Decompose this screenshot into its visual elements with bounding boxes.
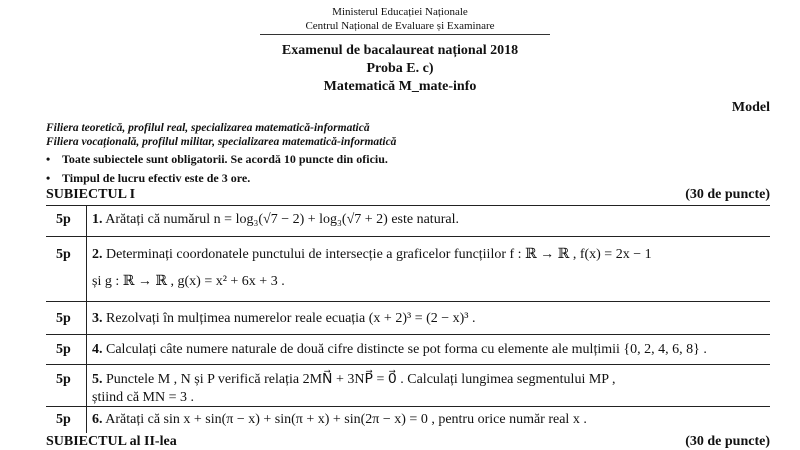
model-label: Model — [731, 100, 770, 115]
section-label: SUBIECTUL al II-lea — [46, 434, 177, 449]
problem-row-2 — [46, 245, 770, 295]
problem-text: Arătați că sin x + sin(π − x) + sin(π + x) + sin(2π − x) = 0 , pentru orice număr real x . — [105, 412, 587, 427]
bullet-icon: • — [46, 171, 51, 185]
problem-points: 5p — [56, 247, 71, 262]
problem-points: 5p — [56, 412, 71, 427]
filiera-line-1: Filiera teoretică, profilul real, specializarea matematică-informatică — [46, 122, 370, 134]
problem-number: 5. — [92, 372, 103, 387]
row-divider — [46, 406, 770, 407]
problem-text: Arătați că numărul n = log₃(√7 − 2) + log₃(√7 + 2) este natural. — [105, 212, 459, 227]
problem-points: 5p — [56, 212, 71, 227]
section-heading-subiect-1 — [46, 186, 770, 203]
section-label: SUBIECTUL I — [46, 187, 136, 202]
exam-proba: Proba E. c) — [366, 61, 434, 76]
header-divider — [260, 34, 550, 35]
row-divider — [46, 334, 770, 335]
row-divider — [46, 364, 770, 365]
table-top-border — [46, 205, 770, 206]
rule-text-2: Timpul de lucru efectiv este de 3 ore. — [62, 171, 251, 185]
rule-text-1: Toate subiectele sunt obligatorii. Se acordă 10 puncte din oficiu. — [62, 152, 388, 166]
rule-bullet-1 — [46, 152, 388, 167]
exam-title: Examenul de bacalaureat național 2018 — [281, 43, 519, 58]
row-divider — [46, 236, 770, 237]
filiera-line-2: Filiera vocațională, profilul militar, specializarea matematică-informatică — [46, 136, 397, 148]
ministry-name: Ministerul Educației Naționale — [332, 6, 468, 18]
row-divider — [46, 301, 770, 302]
section-heading-subiect-2 — [46, 433, 770, 450]
problem-number: 3. — [92, 311, 103, 326]
section-points: (30 de puncte) — [685, 187, 770, 202]
problem-points: 5p — [56, 342, 71, 357]
problem-number: 6. — [92, 412, 103, 427]
problem-text-continued: și g : ℝ → ℝ , g(x) = x² + 6x + 3 . — [92, 274, 285, 289]
bullet-icon: • — [46, 152, 51, 166]
problem-text: Determinați coordonatele punctului de intersecție a graficelor funcțiilor f : ℝ → ℝ , f(x) = 2x − 1 — [106, 247, 652, 262]
rule-bullet-2 — [46, 171, 250, 186]
problem-points: 5p — [56, 311, 71, 326]
problem-number: 1. — [92, 212, 103, 227]
problem-text: Punctele M , N și P verifică relația 2MN⃗ + 3NP⃗ = 0⃗ . Calculați lungimea segmentului MP , — [106, 372, 616, 387]
center-name: Centrul Național de Evaluare și Examinare — [305, 20, 495, 32]
problem-text: Rezolvați în mulțimea numerelor reale ecuația (x + 2)³ = (2 − x)³ . — [106, 311, 476, 326]
problem-number: 4. — [92, 342, 103, 357]
section-points: (30 de puncte) — [685, 434, 770, 449]
problem-text: Calculați câte numere naturale de două cifre distincte se pot forma cu elemente ale mulțimii {0, 2, 4, 6, 8} . — [106, 342, 707, 357]
problem-points: 5p — [56, 372, 71, 387]
problem-text-continued: știind că MN = 3 . — [92, 390, 194, 405]
exam-subject: Matematică M_mate-info — [323, 79, 477, 94]
problem-number: 2. — [92, 247, 103, 262]
